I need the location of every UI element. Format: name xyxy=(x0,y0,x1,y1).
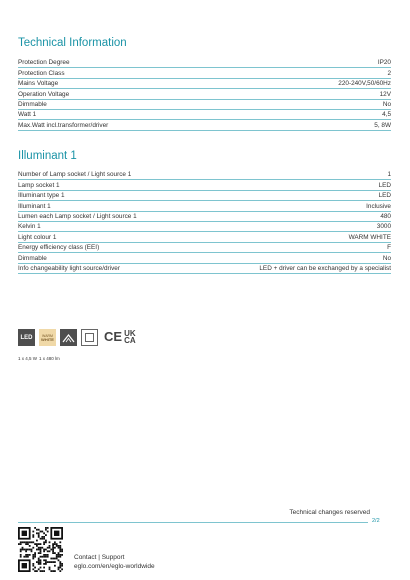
double-square-icon xyxy=(85,333,94,342)
technical-row xyxy=(18,58,391,68)
contact-block xyxy=(74,553,155,571)
row-label: Lamp socket 1 xyxy=(18,181,60,189)
illuminant-row xyxy=(18,170,391,180)
ce-mark: CE xyxy=(104,329,123,344)
row-value: 4,5 xyxy=(382,111,391,119)
row-label: Watt 1 xyxy=(18,111,37,119)
row-label: Dimmable xyxy=(18,254,47,262)
illuminant-row xyxy=(18,232,391,242)
row-value: 220-240V,50/60Hz xyxy=(338,80,391,88)
technical-row xyxy=(18,68,391,78)
illuminant-row xyxy=(18,201,391,211)
ukca-mark xyxy=(124,330,136,344)
row-value: WARM WHITE xyxy=(348,233,391,241)
contact-support-text: Contact | Support xyxy=(74,554,125,561)
row-label: Info changeability light source/driver xyxy=(18,264,120,272)
row-label: Max.Watt incl.transformer/driver xyxy=(18,121,109,129)
row-label: Lumen each Lamp socket / Light source 1 xyxy=(18,212,137,220)
row-value: LED xyxy=(378,192,391,200)
led-icon xyxy=(18,329,35,346)
footer-divider xyxy=(18,522,368,523)
technical-row xyxy=(18,120,391,130)
illuminant-row xyxy=(18,253,391,263)
page-number: 2/2 xyxy=(372,518,380,524)
uk-mark-text: UK xyxy=(124,328,136,338)
row-value: 480 xyxy=(380,212,391,220)
row-label: Light colour 1 xyxy=(18,233,57,241)
row-label: Operation Voltage xyxy=(18,90,70,98)
ca-mark-text: CA xyxy=(124,335,136,345)
ce-ukca-marks xyxy=(104,329,136,344)
row-label: Protection Degree xyxy=(18,59,70,67)
row-value: No xyxy=(382,254,391,262)
illuminant-title: Illuminant 1 xyxy=(18,150,77,162)
row-value: 1 xyxy=(387,171,391,179)
technical-changes-note: Technical changes reserved xyxy=(289,509,370,516)
row-value: LED + driver can be exchanged by a specialist xyxy=(259,264,391,272)
contact-url-link[interactable]: eglo.com/en/eglo-worldwide xyxy=(74,563,155,570)
qr-code-icon[interactable] xyxy=(18,527,63,572)
row-label: Illuminant type 1 xyxy=(18,192,65,200)
illuminant-row xyxy=(18,243,391,253)
technical-information-title: Technical Information xyxy=(18,37,127,49)
lamp-shade-icon xyxy=(60,329,77,346)
row-value: Inclusive xyxy=(366,202,391,210)
technical-row xyxy=(18,110,391,120)
led-icon-text: LED xyxy=(20,334,33,341)
watt-label: 1 x 4,5 W xyxy=(18,356,38,361)
warm-white-icon xyxy=(39,329,56,346)
row-value: 12V xyxy=(379,90,391,98)
protection-class-2-icon xyxy=(81,329,98,346)
illuminant-row xyxy=(18,180,391,190)
row-label: Dimmable xyxy=(18,100,47,108)
lumen-label: 1 x 480 lm xyxy=(39,356,60,361)
row-value: No xyxy=(382,100,391,108)
row-label: Illuminant 1 xyxy=(18,202,51,210)
technical-row xyxy=(18,89,391,99)
illuminant-row xyxy=(18,191,391,201)
illuminant-row xyxy=(18,222,391,232)
illuminant-row xyxy=(18,264,391,274)
row-label: Number of Lamp socket / Light source 1 xyxy=(18,171,132,179)
row-value: IP20 xyxy=(377,59,391,67)
row-label: Protection Class xyxy=(18,69,65,77)
warm-white-bottom: WHITE xyxy=(41,336,54,342)
row-value: 3000 xyxy=(376,223,391,231)
row-label: Mains Voltage xyxy=(18,80,59,88)
warm-white-top: WARM xyxy=(42,333,53,338)
illuminant-row xyxy=(18,212,391,222)
technical-row xyxy=(18,79,391,89)
lamp-shade-svg xyxy=(62,333,75,343)
row-value: 5, 8W xyxy=(374,121,391,129)
certification-icons xyxy=(18,329,136,346)
row-value: 2 xyxy=(387,69,391,77)
row-label: Energy efficiency class (EEI) xyxy=(18,244,100,252)
illuminant-table xyxy=(18,170,391,274)
row-label: Kelvin 1 xyxy=(18,223,41,231)
row-value: F xyxy=(387,244,391,252)
row-value: LED xyxy=(378,181,391,189)
technical-row xyxy=(18,100,391,110)
technical-information-table xyxy=(18,58,391,131)
